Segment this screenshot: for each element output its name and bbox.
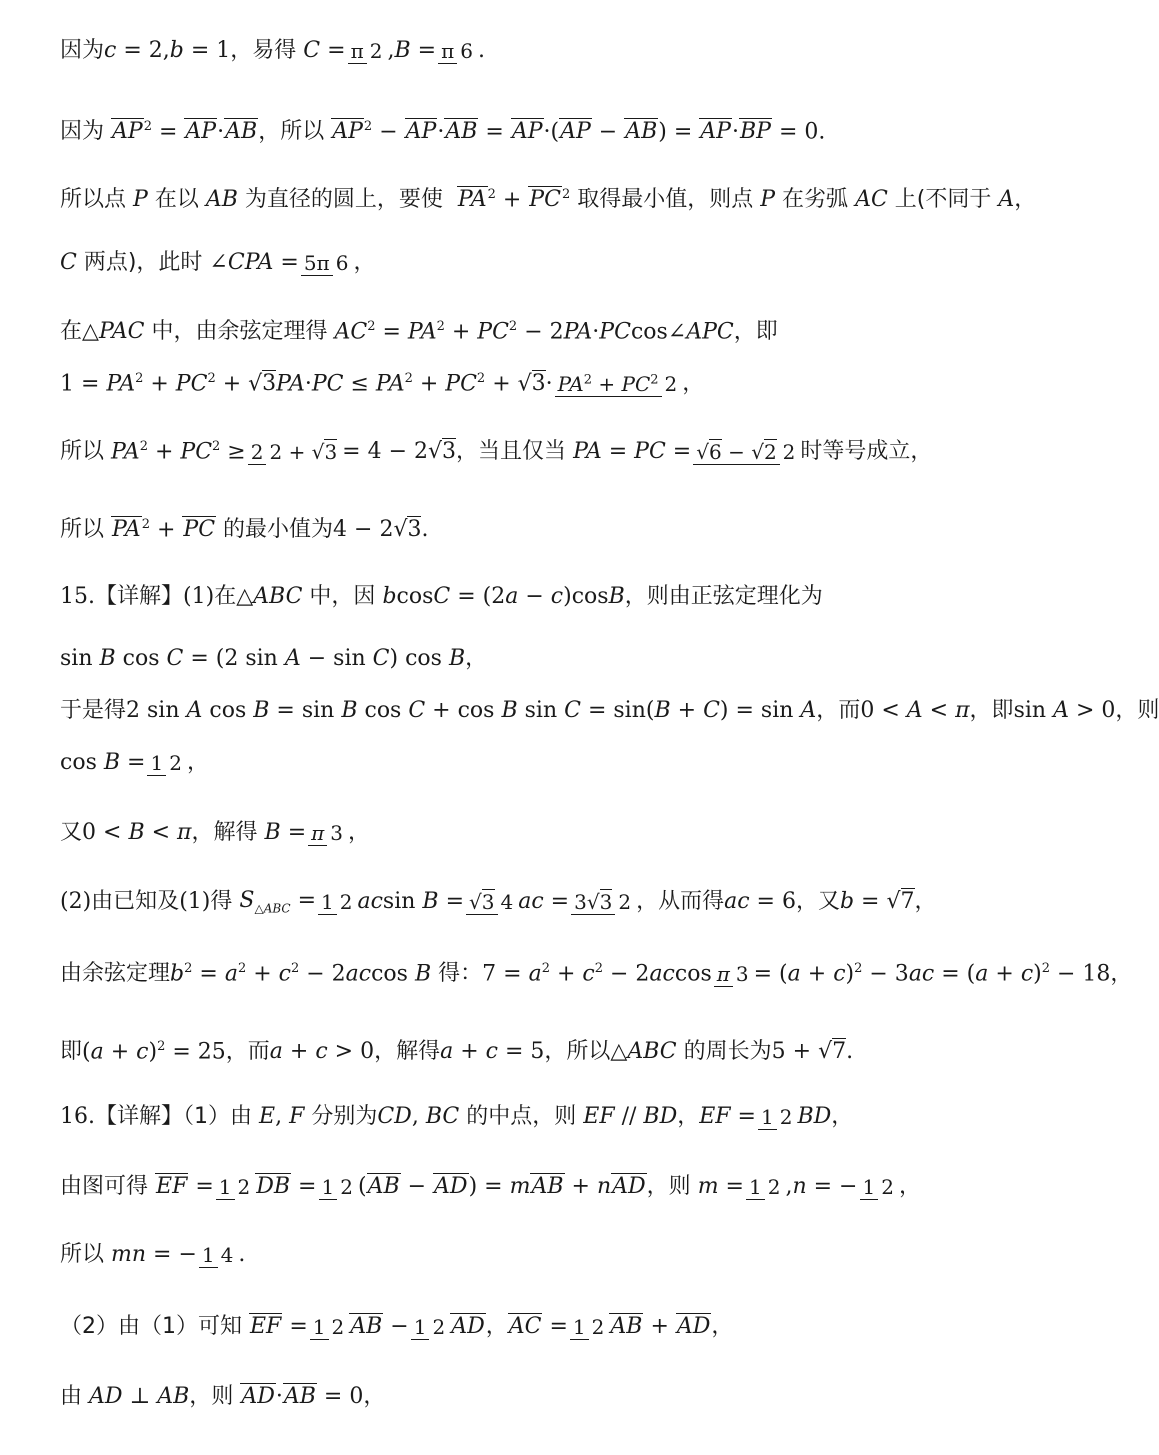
solution-line: 由 AD ⊥ AB，则 AD·AB = 0， [60, 1384, 386, 1409]
solution-line: 因为 $AP^2 = AP\cdot AB$，所以 $AP^2 - AP\cdot AB = AP\cdot(AP - AB) = AP\cdot BP = 0$. [60, 118, 826, 145]
solution-line: 所以 $PA^2 + PC^2 \ge 2$ 2 + √3 = 4 − 2√3，当且仅当 PA = PC = √6 − √2 2 时等号成立， [60, 438, 933, 465]
solution-line: cos B = 1 2 ， [60, 750, 209, 775]
solution-line: 由余弦定理$b^2 = a^2 + c^2 - 2accos$ B 得：$7 = a^2 + c^2 - 2accos$ π $3 = (a + c)^2 - 3ac = (a + c)^2 - 18$， [60, 960, 1133, 987]
solution-line: 15.【详解】(1)在△ABC 中，因 bcosC = (2a − c)cosB，则由正弦定理化为 [60, 584, 823, 609]
solution-line: 在△PAC 中，由余弦定理得 $AC^2 = PA^2 + PC^2$ − 2PA·PCcos∠APC，即 [60, 318, 778, 345]
solution-line: 又0 < B < π，解得 B = π 3 ， [60, 820, 371, 845]
solution-line: $1 = PA^2 + PC^2 + √3PA\cdot PC \le PA^2 + PC^2 + √3\cdot PA^2 + PC^2$ 2 ， [60, 370, 705, 397]
solution-line: 因为c = 2,b = 1，易得 C = π 2 ,B = π 6 . [60, 38, 485, 63]
solution-line: 所以 $PA^2$ + PC 的最小值为4 − 2√3. [60, 516, 429, 543]
solution-line: 即$(a + c)^2 = 25$，而a + c > 0，解得a + c = 5，所以△ABC 的周长为5 + √7. [60, 1038, 854, 1065]
solution-line: 于是得2 sin A cos B = sin B cos C + cos B sin C = sin(B + C) = sin A，而0 < A < π，即sin A > 0，则 [60, 698, 1159, 723]
solution-line: C 两点)，此时 ∠CPA = 5π 6 ， [60, 250, 376, 275]
solution-line: 16.【详解】（1）由 E, F 分别为CD, BC 的中点，则 EF // BD，EF = 1 2 BD， [60, 1104, 854, 1129]
solution-line: （2）由（1）可知 EF = 1 2 AB − 1 2 AD，AC = 1 2 AB + AD， [60, 1314, 734, 1339]
solution-line: 所以 mn = − 1 4 . [60, 1242, 246, 1267]
solution-line: 所以点 P 在以 AB 为直径的圆上，要使 $PA^2 + PC^2$ 取得最小值，则点 P 在劣弧 AC 上(不同于 A， [60, 186, 1037, 213]
solution-line: (2)由已知及(1)得 $S_{\triangle ABC} = 1$ 2 acsin B = √3 4 ac = 3√3 2 ，从而得ac = 6，又b = √7， [60, 888, 937, 916]
solution-line: 由图可得 EF = 1 2 DB = 1 2 (AB − AD) = mAB + nAD，则 m = 1 2 ,n = − 1 2 ， [60, 1174, 921, 1199]
solution-line: sin B cos C = (2 sin A − sin C) cos B， [60, 646, 488, 671]
